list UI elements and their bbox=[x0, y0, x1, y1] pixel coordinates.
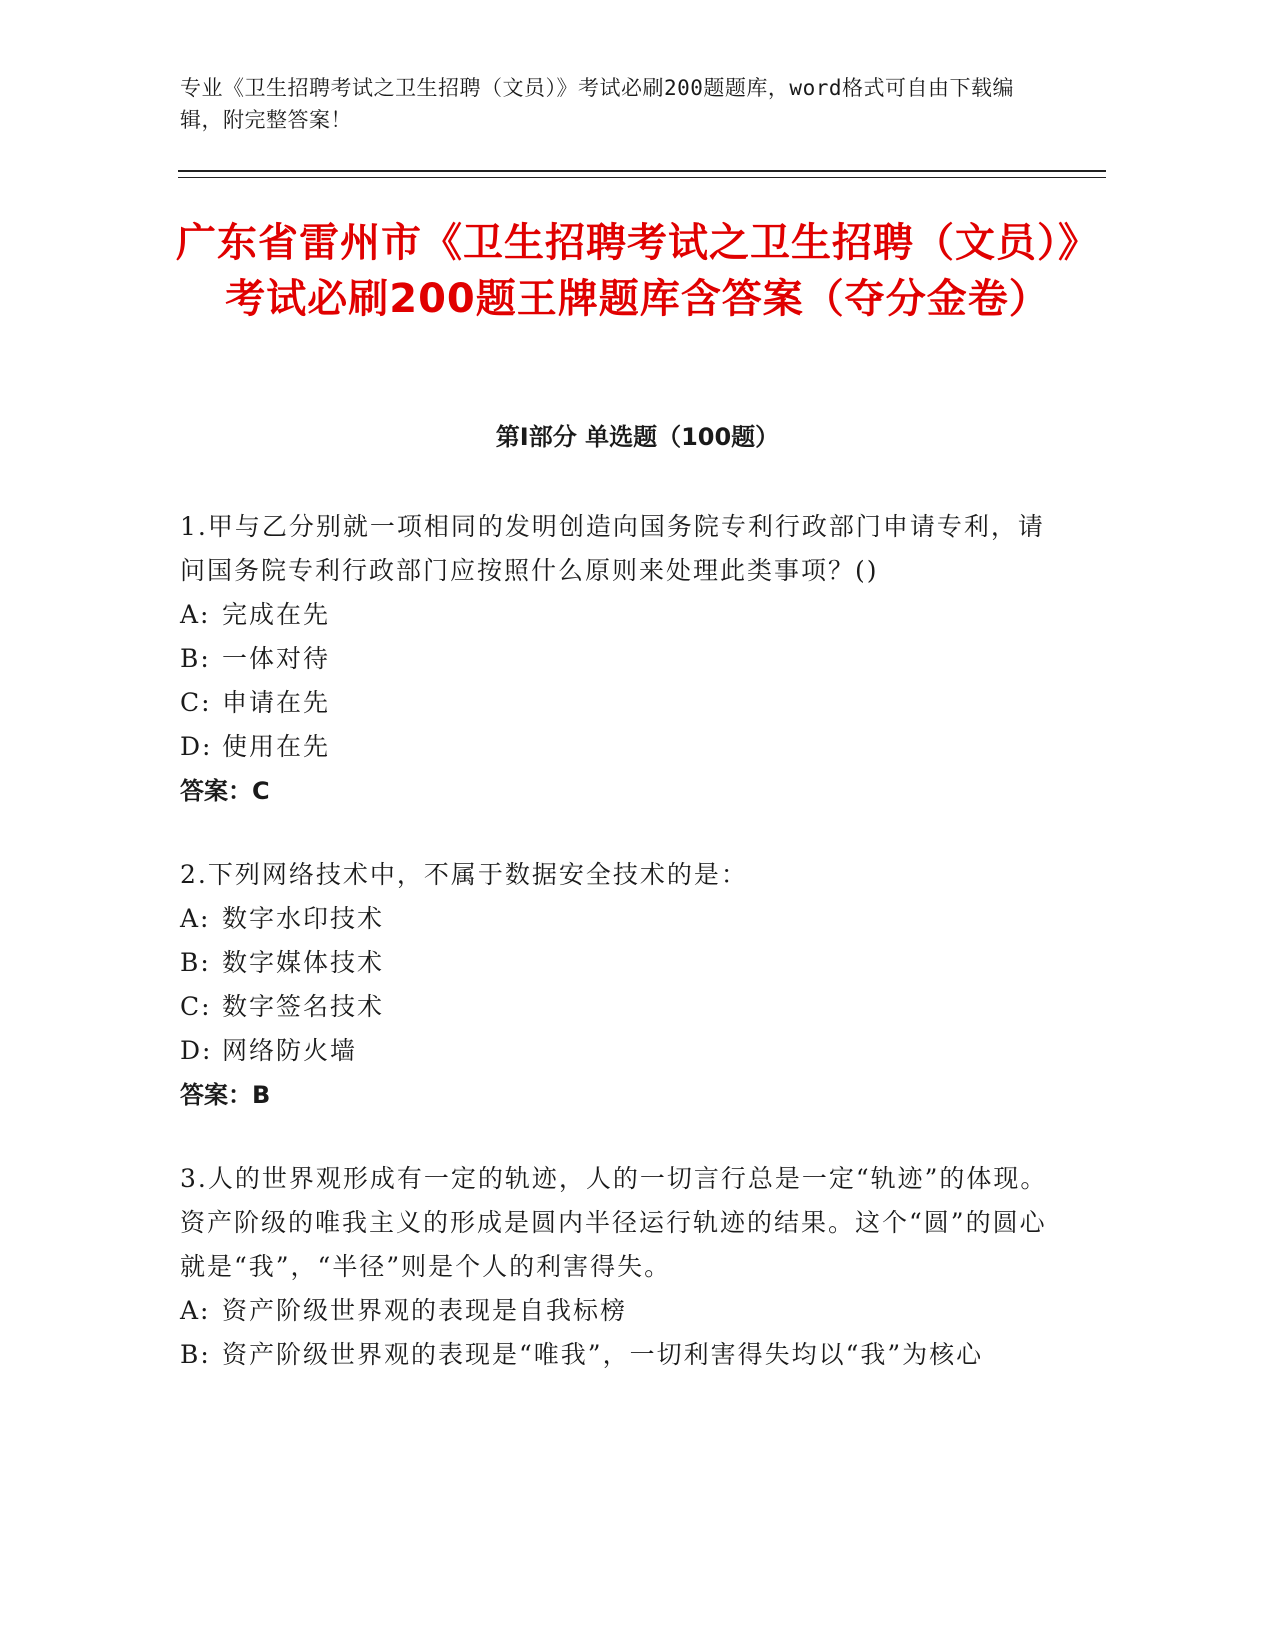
header-rule-thin bbox=[178, 177, 1106, 178]
option-text: 完成在先 bbox=[222, 600, 331, 629]
document-title: 广东省雷州市《卫生招聘考试之卫生招聘（文员）》考试必刷200题王牌题库含答案（夺分金卷） bbox=[176, 220, 1099, 322]
question-3 bbox=[180, 1157, 1050, 1377]
option-text: 网络防火墙 bbox=[222, 1036, 358, 1065]
option-key: A: bbox=[180, 1296, 211, 1325]
answer-line: 答案：C bbox=[180, 777, 270, 805]
option-key: D: bbox=[180, 732, 213, 761]
option-a bbox=[180, 897, 1050, 941]
option-a bbox=[180, 593, 1050, 637]
option-key: C: bbox=[180, 688, 212, 717]
option-b bbox=[180, 637, 1050, 681]
option-b bbox=[180, 941, 1050, 985]
question-2 bbox=[180, 853, 1050, 1117]
question-stem: 1.甲与乙分别就一项相同的发明创造向国务院专利行政部门申请专利，请问国务院专利行政部门应按照什么原则来处理此类事项？() bbox=[180, 512, 1045, 585]
option-key: A: bbox=[180, 904, 211, 933]
question-stem: 2.下列网络技术中，不属于数据安全技术的是： bbox=[180, 860, 748, 889]
answer-line: 答案：B bbox=[180, 1081, 271, 1109]
option-key: D: bbox=[180, 1036, 213, 1065]
option-b bbox=[180, 1333, 1050, 1377]
question-1 bbox=[180, 505, 1050, 813]
option-text: 资产阶级世界观的表现是自我标榜 bbox=[222, 1296, 628, 1325]
option-text: 申请在先 bbox=[222, 688, 331, 717]
option-text: 资产阶级世界观的表现是“唯我”，一切利害得失均以“我”为核心 bbox=[222, 1340, 984, 1369]
option-key: B: bbox=[180, 644, 211, 673]
option-text: 一体对待 bbox=[222, 644, 331, 673]
option-text: 数字水印技术 bbox=[222, 904, 385, 933]
header-note: 专业《卫生招聘考试之卫生招聘（文员）》考试必刷200题题库，word格式可自由下载编辑，附完整答案！ bbox=[180, 76, 1014, 132]
option-a bbox=[180, 1289, 1050, 1333]
option-key: A: bbox=[180, 600, 211, 629]
question-stem: 3.人的世界观形成有一定的轨迹，人的一切言行总是一定“轨迹”的体现。资产阶级的唯我主义的形成是圆内半径运行轨迹的结果。这个“圆”的圆心就是“我”，“半径”则是个人的利害得失。 bbox=[180, 1164, 1048, 1281]
option-c bbox=[180, 985, 1050, 1029]
header-rule-thick bbox=[178, 170, 1106, 172]
option-text: 数字媒体技术 bbox=[222, 948, 385, 977]
option-d bbox=[180, 1029, 1050, 1073]
option-d bbox=[180, 725, 1050, 769]
option-text: 使用在先 bbox=[222, 732, 331, 761]
option-key: B: bbox=[180, 1340, 211, 1369]
option-key: C: bbox=[180, 992, 212, 1021]
option-c bbox=[180, 681, 1050, 725]
option-key: B: bbox=[180, 948, 211, 977]
option-text: 数字签名技术 bbox=[222, 992, 385, 1021]
section-heading: 第I部分 单选题（100题） bbox=[495, 423, 780, 451]
